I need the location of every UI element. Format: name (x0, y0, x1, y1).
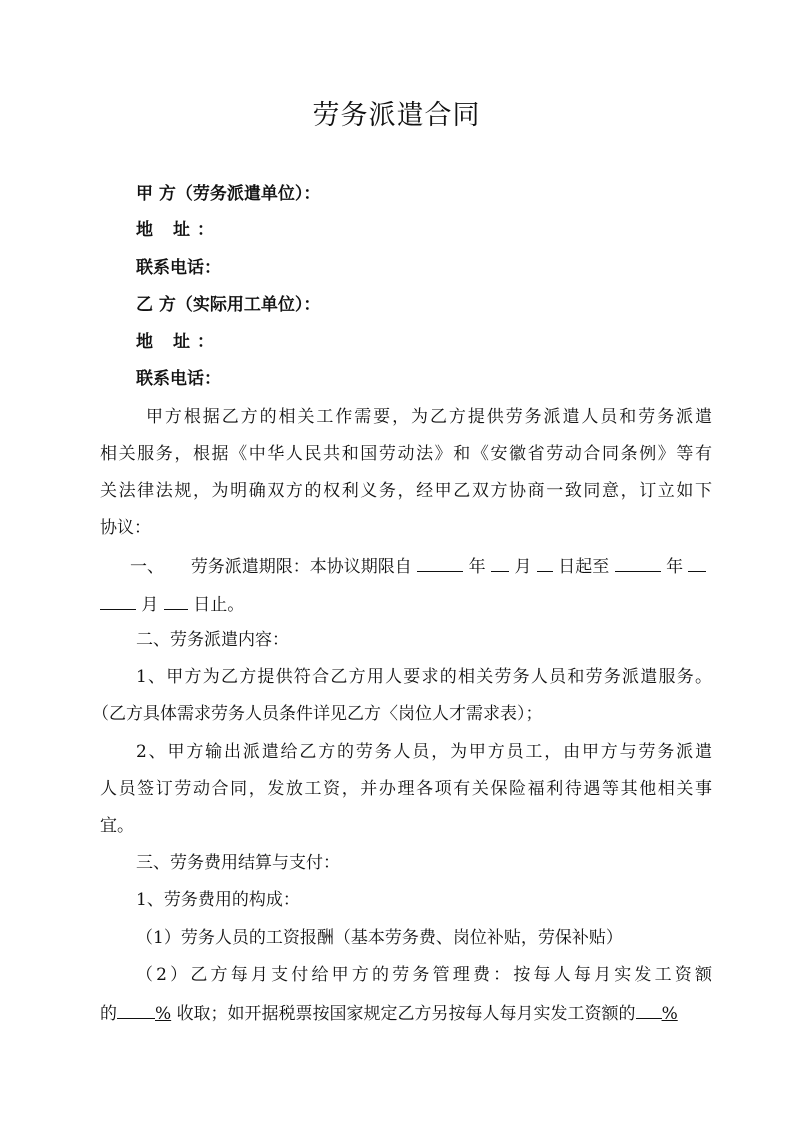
end-year-blank[interactable] (615, 551, 661, 572)
party-a-phone-label: 联系电话： (136, 258, 221, 278)
party-b-address-label: 地 址： (136, 332, 214, 352)
end-day-blank[interactable] (164, 589, 188, 610)
end-month-blank-2[interactable] (100, 589, 136, 610)
clause-3-sub-2-prefix: 的 (100, 1004, 117, 1024)
clause-1-line-1 (130, 551, 720, 581)
clause-2-item-2-line-1: 2、甲方输出派遣给乙方的劳务人员，为甲方员工，由甲方与劳务派遣 (136, 742, 712, 762)
clause-1-text: 劳务派遣期限：本协议期限自 (190, 557, 412, 577)
clause-1-month-1: 月 (514, 557, 532, 577)
clause-2-item-1-line-1: 1、甲方为乙方提供符合乙方用人要求的相关劳务人员和劳务派遣服务。 (136, 667, 712, 687)
clause-1-year-2: 年 (666, 557, 684, 577)
clause-1-day-end: 日止。 (193, 595, 245, 615)
party-a-address-label: 地 址： (136, 220, 214, 240)
tax-pct-blank[interactable] (636, 998, 662, 1019)
preamble-line-1: 甲方根据乙方的相关工作需要，为乙方提供劳务派遣人员和劳务派遣 (146, 407, 712, 427)
mgmt-fee-pct-blank[interactable] (117, 998, 155, 1019)
start-year-blank[interactable] (417, 551, 463, 572)
clause-1-month-2: 月 (141, 595, 159, 615)
clause-3-pct-1: % (155, 1004, 172, 1024)
clause-3-pct-2: % (661, 1004, 678, 1024)
clause-3-sub-2-line-1: （2）乙方每月支付给甲方的劳务管理费：按每人每月实发工资额 (136, 965, 712, 985)
clause-3-sub-2-line-2 (100, 998, 712, 1028)
party-b-label: 乙 方（实际用工单位）： (136, 295, 321, 315)
clause-2-heading: 二、劳务派遣内容： (136, 630, 289, 650)
clause-3-sub-2-middle: 收取；如开据税票按国家规定乙方另按每人每月实发工资额的 (176, 1004, 636, 1024)
clause-1-day-to: 日起至 (558, 557, 610, 577)
clause-3-heading: 三、劳务费用结算与支付： (136, 853, 340, 873)
clause-1-prefix: 一、 (130, 557, 164, 577)
clause-2-item-1-line-2: （乙方具体需求劳务人员条件详见乙方〈岗位人才需求表）； (92, 704, 543, 724)
start-month-blank[interactable] (491, 551, 509, 572)
clause-2-item-2-line-2: 人员签订劳动合同，发放工资，并办理各项有关保险福利待遇等其他相关事 (100, 779, 712, 799)
clause-1-year-1: 年 (468, 557, 486, 577)
party-a-label: 甲 方（劳务派遣单位）： (136, 184, 321, 204)
clause-2-item-2-line-3: 宜。 (100, 816, 134, 836)
clause-3-sub-1: （1）劳务人员的工资报酬（基本劳务费、岗位补贴，劳保补贴） (136, 928, 623, 948)
preamble-line-4: 协议： (100, 518, 151, 538)
page-title: 劳务派遣合同 (312, 100, 481, 131)
preamble-line-2: 相关服务，根据《中华人民共和国劳动法》和《安徽省劳动合同条例》等有 (100, 444, 712, 464)
start-day-blank[interactable] (537, 551, 553, 572)
clause-3-item-1: 1、劳务费用的构成： (136, 890, 300, 910)
end-month-blank-1[interactable] (688, 551, 706, 572)
clause-1-line-2 (100, 589, 712, 619)
party-b-phone-label: 联系电话： (136, 369, 221, 389)
preamble-line-3: 关法律法规，为明确双方的权利义务，经甲乙双方协商一致同意，订立如下 (100, 481, 712, 501)
